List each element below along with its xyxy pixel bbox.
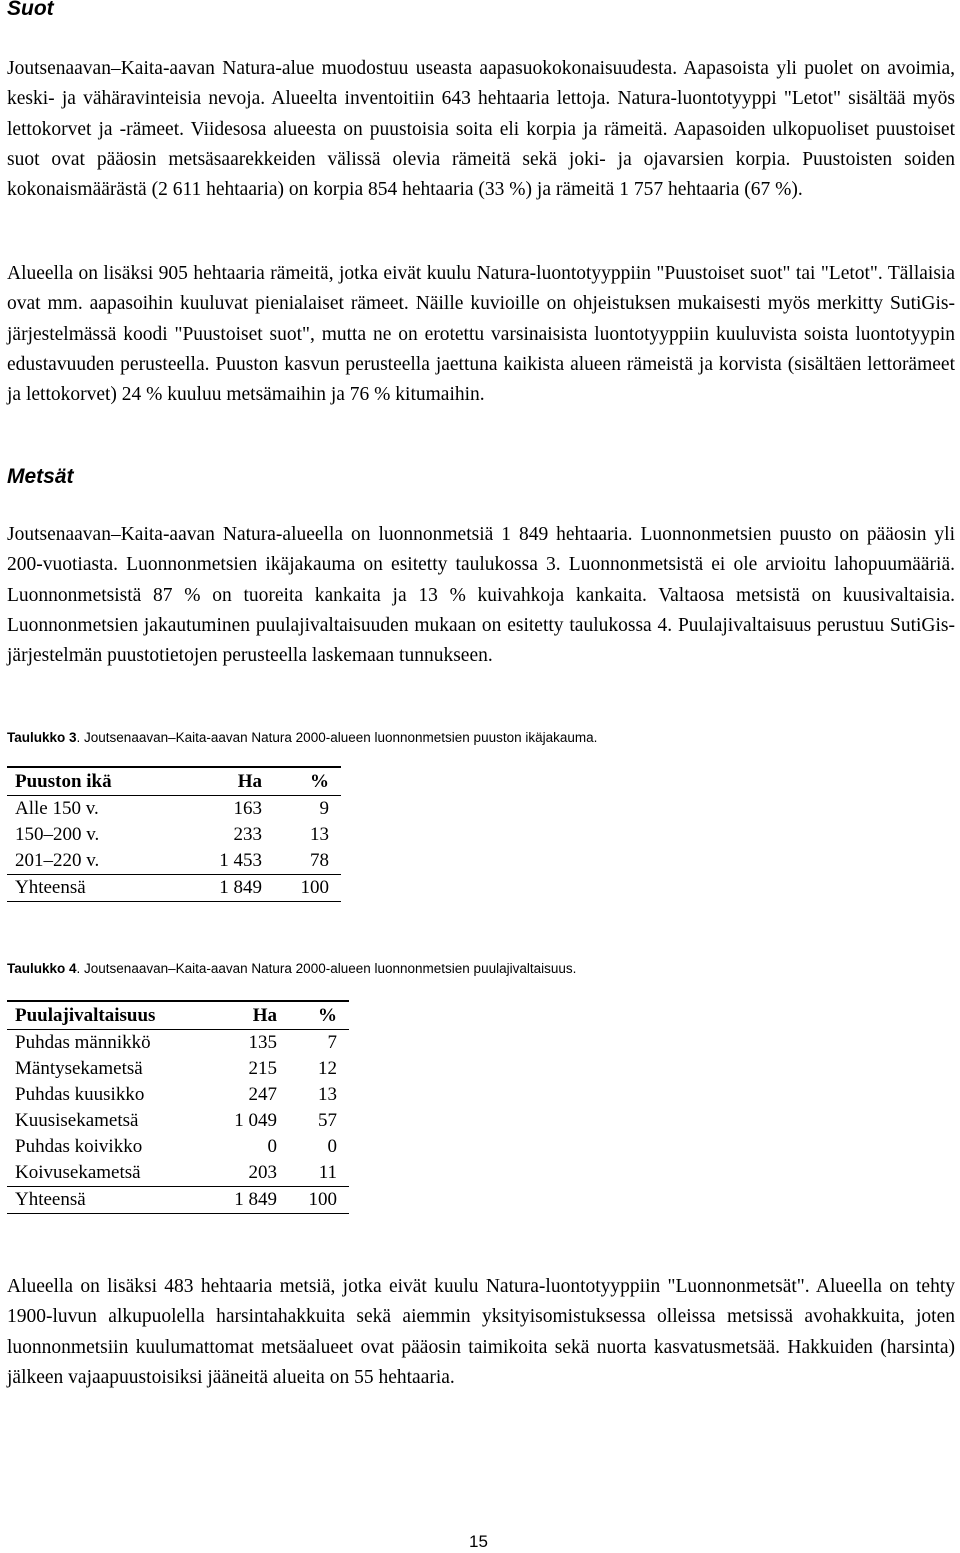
- table3-cell: 1 453: [219, 850, 262, 871]
- table3-cell: 201–220 v.: [15, 850, 100, 871]
- table3-header-ha: Ha: [207, 767, 262, 796]
- table-row: [7, 848, 341, 875]
- table4-cell: 1 049: [234, 1110, 277, 1131]
- table-row: [7, 1030, 349, 1057]
- table3-cell: 78: [310, 850, 329, 871]
- table3-cell: 13: [310, 824, 329, 845]
- table4-header-ha: Ha: [205, 1001, 277, 1030]
- table3-age-distribution: [7, 766, 341, 902]
- table-row: [7, 822, 341, 848]
- table4-cell: 0: [267, 1136, 277, 1157]
- table3-cell: 9: [319, 798, 329, 819]
- table4-cell: 203: [248, 1162, 277, 1183]
- section-heading-suot: Suot: [7, 0, 54, 20]
- table4-cell: 7: [327, 1032, 337, 1053]
- table-row: [7, 796, 341, 823]
- table3-total-ha: 1 849: [207, 875, 262, 902]
- table4-cell: 57: [318, 1110, 337, 1131]
- suot-paragraph-1: Joutsenaavan–Kaita-aavan Natura-alue muodostuu useasta aapasuokokonaisuudesta. Aapasoista yli puolet on avoimia, keski- ja vähäravinteisia nevoja. Alueelta inventoitiin 643 hehtaaria lettoja. Natura-luontotyyppi "Letot" sisältää myös lettokorvet ja -rämeet. Viidesosa alueesta on puustoisia soita eli korpia ja rämeitä. Aapasoiden ulkopuoliset puustoiset suot ovat pääosin metsäsaarekkeiden välissä olevia rämeitä sekä joki- ja ojavarsien korpia. Puustoisten soiden kokonaismäärästä (2 611 hehtaaria) on korpia 854 hehtaaria (33 %) ja rämeitä 1 757 hehtaaria (67 %).: [7, 58, 955, 201]
- table-row: [7, 1108, 349, 1134]
- table3-header-pct: %: [262, 767, 341, 796]
- table4-header-species: Puulajivaltaisuus: [7, 1001, 205, 1030]
- metsat-paragraph-2: Alueella on lisäksi 483 hehtaaria metsiä, jotka eivät kuulu Natura-luontotyyppiin "Luonnonmetsät". Alueella on tehty 1900-luvun alkupuolella harsintahakkuita sekä aiemmin yksityisomistuksessa olleissa metsissä avohakkuita, joten luonnonmetsiin kuulumattomat metsäalueet ovat pääosin taimikoita sekä nuorta kasvatusmetsää. Hakkuiden (harsinta) jälkeen vajaapuustoisiksi jääneitä alueita on 55 hehtaaria.: [7, 1276, 955, 1388]
- page-number: 15: [469, 1532, 488, 1551]
- table4-cell: Puhdas männikkö: [15, 1032, 151, 1053]
- table4-cell: Kuusisekametsä: [15, 1110, 139, 1131]
- table4-cell: 247: [248, 1084, 277, 1105]
- table4-cell: Puhdas kuusikko: [15, 1084, 145, 1105]
- table4-total-row: [7, 1187, 349, 1214]
- table4-caption: [7, 961, 955, 976]
- table4-total-ha: 1 849: [205, 1187, 277, 1214]
- table3-caption: [7, 730, 955, 745]
- table-row: [7, 1160, 349, 1187]
- table3-caption-label: Taulukko 3: [7, 730, 77, 745]
- table3-header-age: Puuston ikä: [7, 767, 207, 796]
- table4-total-pct: 100: [277, 1187, 349, 1214]
- suot-paragraph-2: Alueella on lisäksi 905 hehtaaria rämeitä, jotka eivät kuulu Natura-luontotyyppiin "Puustoiset suot" tai "Letot". Tällaisia ovat mm. aapasoihin kuuluvat pienialaiset rämeet. Näille kuvioille on ohjeistuksen mukaisesti myös merkitty SutiGis-järjestelmässä koodi "Puustoiset suot", mutta ne on erotettu varsinaisista luontotyyppiin kuuluvista soista luontotyypin edustavuuden perusteella. Puuston kasvun perusteella jaettuna kaikista alueen rämeistä ja korvista (sisältäen lettorämeet ja lettokorvet) 24 % kuuluu metsämaihin ja 76 % kitumaihin.: [7, 263, 955, 406]
- section-heading-metsat: Metsät: [7, 465, 74, 488]
- table4-header-pct: %: [277, 1001, 349, 1030]
- table4-header-row: [7, 1001, 349, 1030]
- table3-cell: 233: [233, 824, 262, 845]
- table4-tree-species: [7, 1000, 349, 1214]
- table3-cell: Alle 150 v.: [15, 798, 99, 819]
- table4-cell: 11: [318, 1162, 337, 1183]
- table4-cell: 13: [318, 1084, 337, 1105]
- table4-cell: 135: [248, 1032, 277, 1053]
- table4-cell: 0: [327, 1136, 337, 1157]
- table4-cell: Puhdas koivikko: [15, 1136, 143, 1157]
- table4-cell: Mäntysekametsä: [15, 1058, 143, 1079]
- table3-total-label: Yhteensä: [7, 875, 207, 902]
- table3-cell: 163: [233, 798, 262, 819]
- table3-header-row: [7, 767, 341, 796]
- table4-cell: 215: [248, 1058, 277, 1079]
- metsat-paragraph-1: Joutsenaavan–Kaita-aavan Natura-alueella on luonnonmetsiä 1 849 hehtaaria. Luonnonmetsien puusto on pääosin yli 200-vuotiasta. Luonnonmetsien ikäjakauma on esitetty taulukossa 3. Luonnonmetsistä ei ole arvioitu lahopuumääriä. Luonnonmetsistä 87 % on tuoreita kankaita ja 13 % kuivahkoja kankaita. Valtaosa metsistä on kuusivaltaisia. Luonnonmetsien jakautuminen puulajivaltaisuuden mukaan on esitetty taulukossa 4. Puulajivaltaisuus perustuu SutiGis-järjestelmän puustotietojen perusteella laskemaan tunnukseen.: [7, 524, 955, 667]
- table-row: [7, 1082, 349, 1108]
- table4-cell: 12: [318, 1058, 337, 1079]
- table4-cell: Koivusekametsä: [15, 1162, 141, 1183]
- table3-total-pct: 100: [262, 875, 341, 902]
- table4-total-label: Yhteensä: [7, 1187, 205, 1214]
- table3-cell: 150–200 v.: [15, 824, 100, 845]
- table4-caption-text: . Joutsenaavan–Kaita-aavan Natura 2000-alueen luonnonmetsien puulajivaltaisuus.: [76, 961, 577, 976]
- table3-caption-text: . Joutsenaavan–Kaita-aavan Natura 2000-alueen luonnonmetsien puuston ikäjakauma.: [76, 730, 598, 745]
- table-row: [7, 1056, 349, 1082]
- table3-total-row: [7, 875, 341, 902]
- table4-caption-label: Taulukko 4: [7, 961, 77, 976]
- table-row: [7, 1134, 349, 1160]
